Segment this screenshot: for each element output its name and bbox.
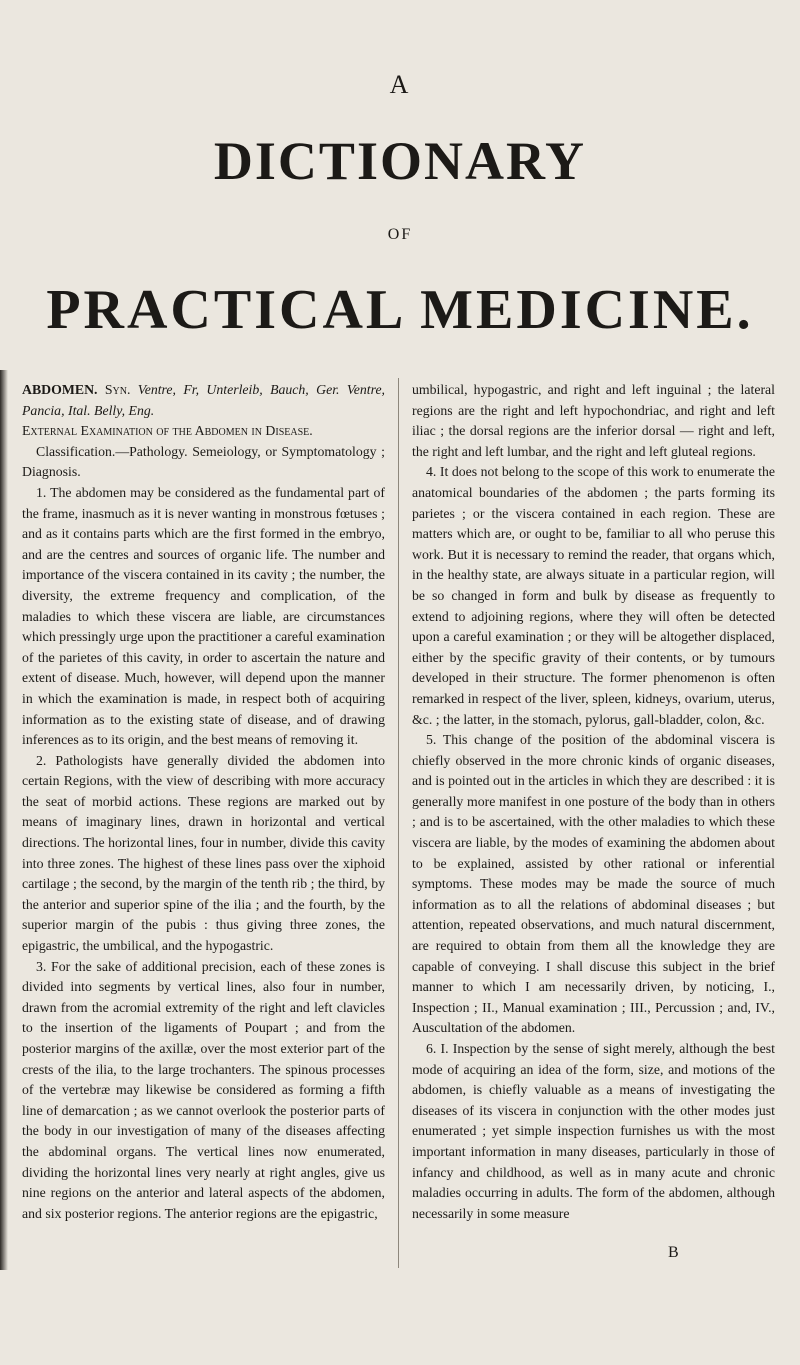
column-divider <box>398 378 399 1268</box>
entry-word: ABDOMEN. <box>22 382 98 397</box>
title-dictionary: DICTIONARY <box>213 131 587 191</box>
title-practical-medicine: PRACTICAL MEDICINE. <box>46 279 754 341</box>
signature-mark: B <box>668 1244 679 1261</box>
paragraph-3: 3. For the sake of additional precision, each of these zones is divided into segments by vertical lines, also four in number, drawn from the acromial extremity of the right and left clavicles to the insertion of the ligaments of Poupart ; and from the posterior margins of the axillæ, over the most exterior part of the crests of the ilia, to the large trochanters. The spinous processes of the vertebræ may likewise be considered as forming a fifth line of demarcation ; as we cannot overlook the posterior parts of the body in our investigation of many of the diseases affecting the abdominal organs. The vertical lines now enumerated, dividing the horizontal lines very nearly at right angles, give us nine regions on the anterior and lateral aspects of the abdomen, and six posterior regions. The anterior regions are the epigastric, <box>22 958 385 1221</box>
title-article: A <box>389 70 411 99</box>
paragraph-4: 4. It does not belong to the scope of this work to enumerate the anatomical boundaries of the abdomen ; the parts forming its parietes ; or the viscera contained in each region. These are matters which are, or ought to be, familiar to all who peruse this work. But it is necessary to remind the reader, that organs which, in the healthy state, are always situate in a particular region, will be so changed in form and bulk by disease as frequently to extend to adjoining regions, where they will often be detected upon a careful examination ; or they will be altogether displaced, either by the specific gravity of their contents, or by tumours developed in their structure. The former phenomenon is often remarked in respect of the liver, spleen, kidneys, ovarium, uterus, &c. ; the latter, in the stomach, pylorus, gall-bladder, colon, &c. <box>412 464 775 727</box>
synonyms: Ventre, Fr, Unterleib, Bauch, Ger. Ventre, Pancia, Ital. Belly, Eng. <box>22 382 386 418</box>
classification-line: Classification.—Pathology. Semeiology, or Symptomatology ; Diagnosis. <box>22 443 385 480</box>
section-title: External Examination of the Abdomen in Disease. <box>22 423 313 439</box>
synonym-label: Syn. <box>104 382 131 397</box>
right-column <box>412 380 775 1224</box>
paragraph-3-continued: umbilical, hypogastric, and right and left inguinal ; the lateral regions are the right and left hypochondriac, and right and left iliac ; the dorsal regions are the inferior dorsal — right and left, the right and left lumbar, and the right and left gluteal regions. <box>412 382 775 459</box>
paragraph-5: 5. This change of the position of the abdominal viscera is chiefly observed in the more chronic kinds of organic diseases, and is pointed out in the articles in which they are described : it is generally more manifest in one posture of the body than in others ; and is to be ascertained, with the other maladies to which these viscera are liable, by the modes of examining the abdomen about to be explained, assisted by other rational or inferential symptoms. These modes may be made the source of much information as to all the relations of abdominal diseases ; but attention, repeated observations, and much natural discernment, are required to obtain from them all the knowledge they are capable of conveying. I shall discuse this subject in the brief manner to which I am necessarily driven, by noticing, I., Inspection ; II., Manual examination ; III., Percussion ; and, IV., Auscultation of the abdomen. <box>412 732 775 1036</box>
title-of: OF <box>387 226 413 243</box>
left-column <box>22 380 385 1224</box>
page-binding-shadow <box>0 370 8 1270</box>
paragraph-6: 6. I. Inspection by the sense of sight merely, although the best mode of acquiring an idea of the form, size, and motions of the abdomen, is chiefly valuable as a means of investigating the diseases of its viscera in conjunction with the other modes just enumerated ; yet simple inspection furnishes us with the most important information in many diseases, particularly in those of infancy and childhood, as well as in many acute and chronic maladies occurring in adults. The form of the abdomen, although necessarily in some measure <box>412 1041 775 1221</box>
paragraph-1: 1. The abdomen may be considered as the fundamental part of the frame, inasmuch as it is never wanting in monstrous fœtuses ; and as it contains parts which are the first formed in the embryo, and are the centres and sources of organic life. The number and importance of the viscera contained in its cavity ; the number, the diversity, the extreme frequency and complication, of the maladies to which these viscera are liable, are circumstances which pressingly urge upon the practitioner a careful examination of the parietes of this cavity, in order to ascertain the nature and extent of disease. Much, however, will depend upon the manner in which the examination is made, in respect both of acquiring information as to the existing state of disease, and of drawing inferences as to its origin, and the best means of removing it. <box>22 484 385 748</box>
paragraph-2: 2. Pathologists have generally divided the abdomen into certain Regions, with the view of describing with more accuracy the seat of morbid actions. These regions are marked out by means of imaginary lines, drawn in horizontal and vertical directions. The horizontal lines, four in number, divide this cavity into three zones. The highest of these lines pass over the xiphoid cartilage ; the second, by the margin of the tenth rib ; the third, by the anterior and superior spine of the ilia ; and the fourth, by the superior margin of the pubis : thus giving three zones, the epigastric, the umbilical, and the hypogastric. <box>22 752 385 954</box>
entry-heading <box>22 380 385 421</box>
